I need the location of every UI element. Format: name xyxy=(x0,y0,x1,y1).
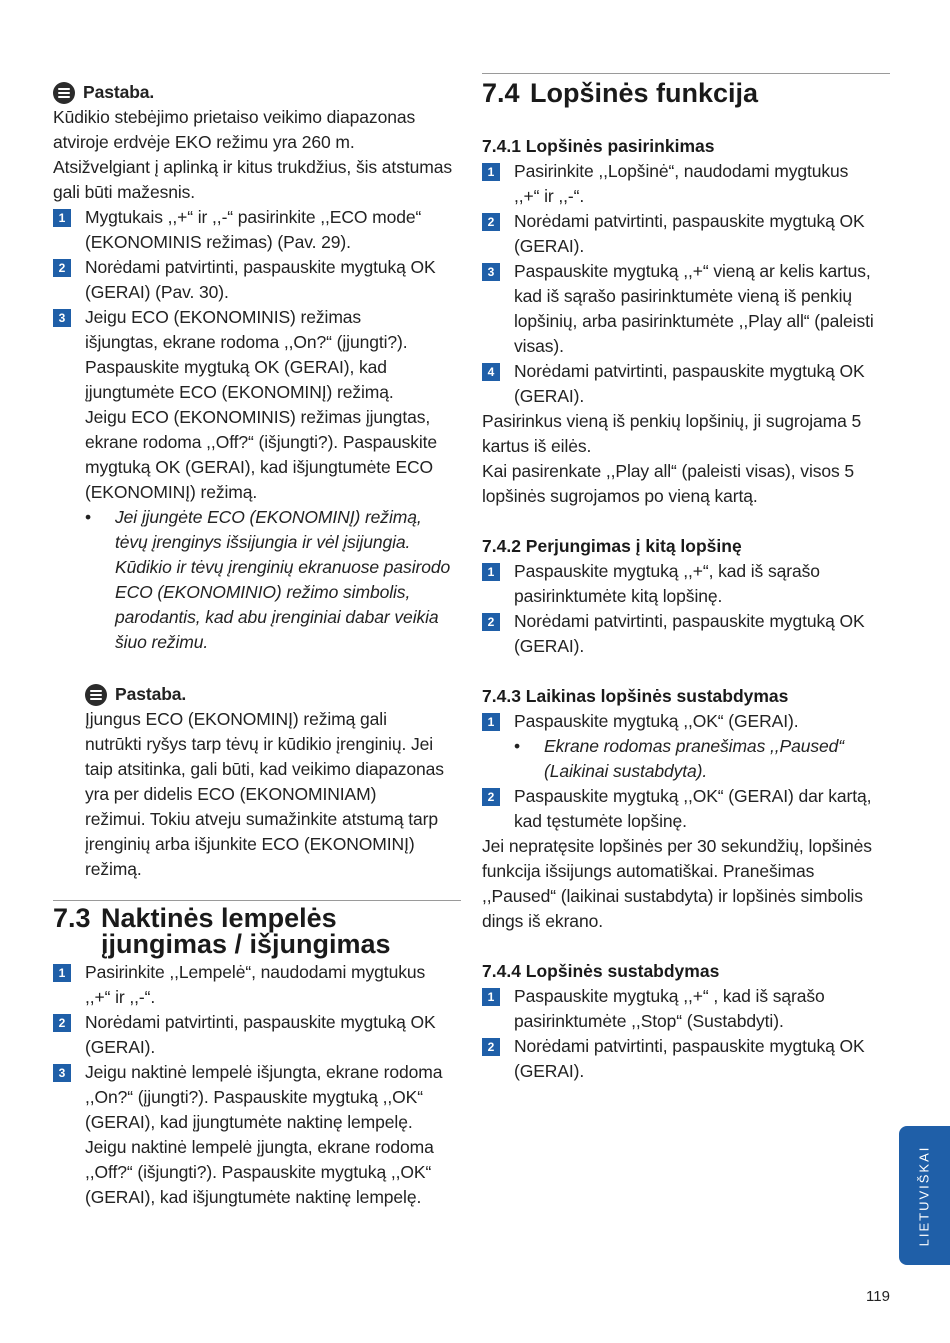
subsection-title: 7.4.1 Lopšinės pasirinkimas xyxy=(482,136,715,156)
note-heading: Pastaba. xyxy=(53,682,461,707)
step-line: (GERAI). xyxy=(514,636,585,656)
note-heading: Pastaba. xyxy=(53,80,461,105)
note-line: nutrūkti ryšys tarp tėvų ir kūdikio įrenginių. Jei xyxy=(85,734,434,754)
step-item xyxy=(482,609,890,659)
subsection-title: 7.4.4 Lopšinės sustabdymas xyxy=(482,961,720,981)
step-item xyxy=(482,359,890,409)
bullet-item xyxy=(482,734,890,784)
step-line: (GERAI). xyxy=(85,1037,156,1057)
note-line: Įjungus ECO (EKONOMINĮ) režimą gali xyxy=(85,709,387,729)
step-line: išjungtas, ekrane rodoma ,,On?“ (įjungti?). xyxy=(85,332,408,352)
body-line: Jei nepratęsite lopšinės per 30 sekundžių, lopšinės xyxy=(482,836,872,856)
step-item xyxy=(482,559,890,609)
step-number-badge: 4 xyxy=(482,363,500,381)
step-line: (GERAI). xyxy=(514,1061,585,1081)
step-line: (GERAI), kad įjungtumėte naktinę lempelę. xyxy=(85,1112,413,1132)
step-item xyxy=(482,209,890,259)
body-line: Pasirinkus vieną iš penkių lopšinių, ji sugrojama 5 xyxy=(482,411,862,431)
step-item xyxy=(482,709,890,734)
step-line: Jeigu ECO (EKONOMINIS) režimas įjungtas, xyxy=(85,407,431,427)
step-line: pasirinktumėte kitą lopšinę. xyxy=(514,586,723,606)
step-line: (EKONOMINIS režimas) (Pav. 29). xyxy=(85,232,351,252)
note-icon xyxy=(85,684,107,706)
step-number-badge: 1 xyxy=(482,988,500,1006)
step-line: Paspauskite mygtuką ,,+“ vieną ar kelis kartus, xyxy=(514,261,871,281)
step-line: Paspauskite mygtuką OK (GERAI), kad xyxy=(85,357,387,377)
step-line: įjungtumėte ECO (EKONOMINĮ) režimą. xyxy=(85,382,394,402)
step-number-badge: 3 xyxy=(53,309,71,327)
bullet-symbol: • xyxy=(514,736,521,756)
step-line: Pasirinkite ,,Lempelė“, naudodami mygtukus xyxy=(85,962,426,982)
section-divider xyxy=(482,73,890,74)
step-item xyxy=(482,159,890,209)
step-line: Paspauskite mygtuką ,,+“, kad iš sąrašo xyxy=(514,561,820,581)
step-number-badge: 2 xyxy=(482,1038,500,1056)
step-number-badge: 1 xyxy=(53,964,71,982)
step-number-badge: 2 xyxy=(482,613,500,631)
body-line: lopšinės sugrojamos po vieną kartą. xyxy=(482,486,758,506)
step-line: Jeigu ECO (EKONOMINIS) režimas xyxy=(85,307,362,327)
bullet-line: ECO (EKONOMINIO) režimo simbolis, xyxy=(115,582,411,602)
note-icon xyxy=(53,82,75,104)
note-line: gali būti mažesnis. xyxy=(53,182,196,202)
step-number-badge: 2 xyxy=(482,213,500,231)
section-divider xyxy=(53,900,461,901)
step-line: Norėdami patvirtinti, paspauskite mygtuką OK xyxy=(85,257,436,277)
step-line: (GERAI). xyxy=(514,386,585,406)
step-line: Norėdami patvirtinti, paspauskite mygtuką OK xyxy=(514,1036,865,1056)
step-line: (GERAI). xyxy=(514,236,585,256)
step-number-badge: 1 xyxy=(482,563,500,581)
step-line: (GERAI), kad išjungtumėte naktinę lempelę. xyxy=(85,1187,422,1207)
step-line: ,,On?“ (įjungti?). Paspauskite mygtuką ,,OK“ xyxy=(85,1087,423,1107)
bullet-item xyxy=(53,505,461,655)
step-number-badge: 2 xyxy=(482,788,500,806)
step-number-badge: 2 xyxy=(53,1014,71,1032)
step-line: Paspauskite mygtuką ,,OK“ (GERAI) dar kartą, xyxy=(514,786,872,806)
bullet-symbol: • xyxy=(85,507,92,527)
step-number-badge: 3 xyxy=(482,263,500,281)
language-side-tab xyxy=(899,1126,950,1265)
step-number-badge: 2 xyxy=(53,259,71,277)
step-line: Mygtukais ,,+“ ir ,,-“ pasirinkite ,,ECO mode“ xyxy=(85,207,422,227)
step-line: Pasirinkite ,,Lopšinė“, naudodami mygtukus xyxy=(514,161,849,181)
step-line: ,,+“ ir ,,-“. xyxy=(85,987,156,1007)
step-item xyxy=(482,259,890,359)
step-item xyxy=(53,205,461,255)
bullet-line: (Laikinai sustabdyta). xyxy=(544,761,708,781)
bullet-line: Kūdikio ir tėvų įrenginių ekranuose pasirodo xyxy=(115,557,451,577)
body-line: Kai pasirenkate ,,Play all“ (paleisti visas), visos 5 xyxy=(482,461,855,481)
bullet-line: parodantis, kad abu įrenginiai dabar veikia xyxy=(115,607,439,627)
step-item xyxy=(482,984,890,1034)
right-column xyxy=(482,73,890,1084)
step-number-badge: 1 xyxy=(53,209,71,227)
step-line: kad tęstumėte lopšinę. xyxy=(514,811,687,831)
body-line: kartus iš eilės. xyxy=(482,436,592,456)
note-line: režimą. xyxy=(85,859,142,879)
note-line: Kūdikio stebėjimo prietaiso veikimo diapazonas xyxy=(53,107,416,127)
step-line: Norėdami patvirtinti, paspauskite mygtuką OK xyxy=(514,211,865,231)
step-item xyxy=(482,1034,890,1084)
note-line: Atsižvelgiant į aplinką ir kitus trukdžius, šis atstumas xyxy=(53,157,452,177)
body-line: funkcija išsijungs automatiškai. Pranešimas xyxy=(482,861,815,881)
language-tab-label: LIETUVIŠKAI xyxy=(916,1145,932,1247)
section-title: 7.3 Naktinės lempelės įjungimas / išjungimas xyxy=(53,903,391,959)
body-line: dings iš ekrano. xyxy=(482,911,603,931)
step-line: Norėdami patvirtinti, paspauskite mygtuką OK xyxy=(514,611,865,631)
body-line: ,,Paused“ (laikinai sustabdyta) ir lopšinės simbolis xyxy=(482,886,863,906)
bullet-line: Ekrane rodomas pranešimas ,,Paused“ xyxy=(544,736,844,756)
step-line: lopšinių, arba pasirinktumėte ,,Play all“ (paleisti xyxy=(514,311,874,331)
page-number: 119 xyxy=(866,1288,890,1305)
step-line: Paspauskite mygtuką ,,OK“ (GERAI). xyxy=(514,711,799,731)
step-number-badge: 3 xyxy=(53,1064,71,1082)
step-item xyxy=(53,1010,461,1060)
step-line: Jeigu naktinė lempelė išjungta, ekrane rodoma xyxy=(85,1062,443,1082)
step-number-badge: 1 xyxy=(482,163,500,181)
step-item xyxy=(53,255,461,305)
left-column xyxy=(53,78,461,1210)
step-item xyxy=(482,784,890,834)
step-line: pasirinktumėte ,,Stop“ (Sustabdyti). xyxy=(514,1011,784,1031)
note-line: režimui. Tokiu atveju sumažinkite atstumą tarp xyxy=(85,809,439,829)
bullet-line: Jei įjungėte ECO (EKONOMINĮ) režimą, xyxy=(115,507,422,527)
step-line: ekrane rodoma ,,Off?“ (išjungti?). Paspauskite xyxy=(85,432,438,452)
step-line: mygtuką OK (GERAI), kad išjungtumėte ECO xyxy=(85,457,434,477)
step-item xyxy=(53,960,461,1010)
step-line: visas). xyxy=(514,336,564,356)
step-line: ,,+“ ir ,,-“. xyxy=(514,186,585,206)
note-line: atviroje erdvėje EKO režimu yra 260 m. xyxy=(53,132,355,152)
note-line: įrenginių arba išjunkite ECO (EKONOMINĮ) xyxy=(85,834,415,854)
step-line: Jeigu naktinė lempelė įjungta, ekrane rodoma xyxy=(85,1137,434,1157)
section-title: 7.4 Lopšinės funkcija xyxy=(482,78,759,108)
step-line: (EKONOMINĮ) režimą. xyxy=(85,482,258,502)
step-line: Paspauskite mygtuką ,,+“ , kad iš sąrašo xyxy=(514,986,825,1006)
step-item xyxy=(53,305,461,505)
note-line: taip atsitinka, gali būti, kad veikimo diapazonas xyxy=(85,759,444,779)
step-line: ,,Off?“ (išjungti?). Paspauskite mygtuką ,,OK“ xyxy=(85,1162,432,1182)
step-line: kad iš sąrašo pasirinktumėte vieną iš penkių xyxy=(514,286,852,306)
subsection-title: 7.4.3 Laikinas lopšinės sustabdymas xyxy=(482,686,789,706)
note-line: yra per didelis ECO (EKONOMINIAM) xyxy=(85,784,377,804)
subsection-title: 7.4.2 Perjungimas į kitą lopšinę xyxy=(482,536,742,556)
step-line: Norėdami patvirtinti, paspauskite mygtuką OK xyxy=(514,361,865,381)
step-line: Norėdami patvirtinti, paspauskite mygtuką OK xyxy=(85,1012,436,1032)
bullet-line: tėvų įrenginys išsijungia ir vėl įsijungia. xyxy=(115,532,411,552)
bullet-line: šiuo režimu. xyxy=(115,632,209,652)
step-item xyxy=(53,1060,461,1210)
step-line: (GERAI) (Pav. 30). xyxy=(85,282,229,302)
step-number-badge: 1 xyxy=(482,713,500,731)
